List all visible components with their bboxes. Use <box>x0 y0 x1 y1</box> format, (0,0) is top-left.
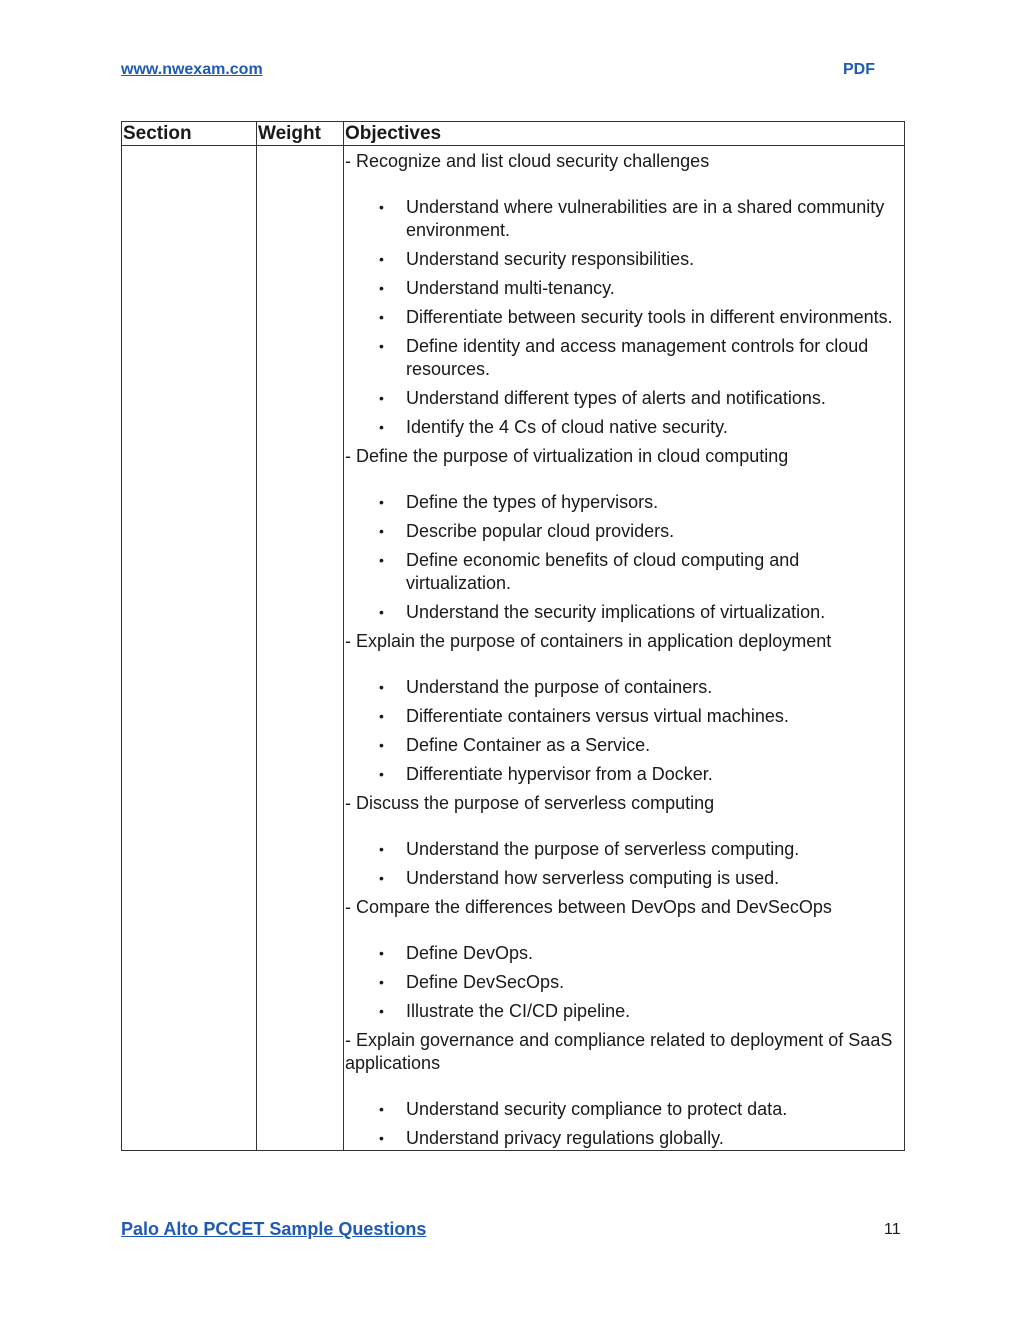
objectives-cell <box>344 146 905 1151</box>
list-item: • Identify the 4 Cs of cloud native security. <box>345 416 902 439</box>
table-row <box>122 146 905 1151</box>
list-item: • Define Container as a Service. <box>345 734 902 757</box>
objective-group-title: - Recognize and list cloud security challenges <box>345 151 710 171</box>
list-item: • Define DevOps. <box>345 942 902 965</box>
list-item: • Understand multi-tenancy. <box>345 277 902 300</box>
page-number: 11 <box>884 1221 901 1238</box>
list-item: • Understand the purpose of serverless computing. <box>345 838 902 861</box>
list-item: • Differentiate hypervisor from a Docker. <box>345 763 902 786</box>
objective-group <box>345 792 902 890</box>
objective-group <box>345 150 902 439</box>
list-item: • Define the types of hypervisors. <box>345 491 902 514</box>
list-item: • Understand the purpose of containers. <box>345 676 902 699</box>
table-header-row <box>122 122 905 146</box>
list-item: • Define DevSecOps. <box>345 971 902 994</box>
objective-group-title: - Explain the purpose of containers in application deployment <box>345 631 832 651</box>
list-item: • Understand where vulnerabilities are in a shared community environment. <box>345 196 902 242</box>
list-item: • Understand how serverless computing is used. <box>345 867 902 890</box>
objective-group-title: - Explain governance and compliance related to deployment of SaaS applications <box>345 1030 893 1073</box>
objective-group-title: - Compare the differences between DevOps and DevSecOps <box>345 897 832 917</box>
objective-group <box>345 1029 902 1150</box>
list-item: • Differentiate containers versus virtual machines. <box>345 705 902 728</box>
list-item: • Understand security compliance to protect data. <box>345 1098 902 1121</box>
list-item: • Understand different types of alerts and notifications. <box>345 387 902 410</box>
column-header-section: Section <box>122 122 257 146</box>
list-item: • Understand security responsibilities. <box>345 248 902 271</box>
objective-group-title: - Discuss the purpose of serverless computing <box>345 793 715 813</box>
objective-group <box>345 630 902 786</box>
objective-list <box>345 196 902 439</box>
footer-title-link[interactable]: Palo Alto PCCET Sample Questions <box>121 1219 427 1239</box>
objective-group-title: - Define the purpose of virtualization in cloud computing <box>345 446 789 466</box>
objectives-table <box>121 121 905 1151</box>
list-item: • Understand the security implications of virtualization. <box>345 601 902 624</box>
list-item: • Illustrate the CI/CD pipeline. <box>345 1000 902 1023</box>
pdf-label: PDF <box>843 61 875 78</box>
objective-list <box>345 491 902 624</box>
objective-list <box>345 676 902 786</box>
objective-list <box>345 838 902 890</box>
weight-cell <box>257 146 344 1151</box>
section-cell <box>122 146 257 1151</box>
list-item: • Describe popular cloud providers. <box>345 520 902 543</box>
objective-group <box>345 445 902 624</box>
column-header-objectives: Objectives <box>344 122 905 146</box>
list-item: • Define economic benefits of cloud computing and virtualization. <box>345 549 902 595</box>
list-item: • Differentiate between security tools in different environments. <box>345 306 902 329</box>
objective-list <box>345 942 902 1023</box>
column-header-weight: Weight <box>257 122 344 146</box>
list-item: • Understand privacy regulations globally. <box>345 1127 902 1150</box>
objective-group <box>345 896 902 1023</box>
site-link[interactable]: www.nwexam.com <box>121 61 263 78</box>
list-item: • Define identity and access management controls for cloud resources. <box>345 335 902 381</box>
objective-list <box>345 1098 902 1150</box>
